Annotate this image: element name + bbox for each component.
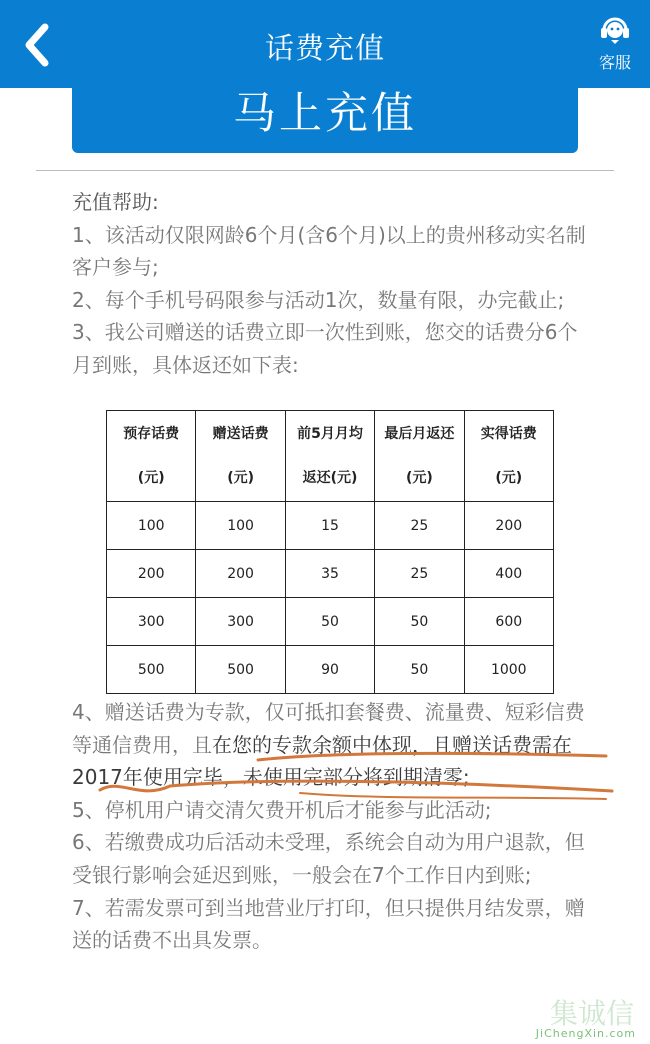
top-bar (0, 0, 650, 88)
table-cell: 500 (196, 646, 285, 694)
table-cell: 50 (375, 598, 464, 646)
table-row (107, 598, 554, 646)
refund-table (106, 410, 554, 694)
page-title: 话费充值 (264, 31, 385, 65)
table-cell: 25 (375, 550, 464, 598)
help-item-3: 3、我公司赠送的话费立即一次性到账，您交的话费分6个月到账，具体返还如下表: (72, 320, 578, 377)
header-prepaid: 预存话费 (元) (107, 411, 196, 502)
help-item-2: 2、每个手机号码限参与活动1次，数量有限，办完截止; (72, 287, 565, 312)
header-monthly-return: 前5月月均 返还(元) (285, 411, 374, 502)
table-header-row (107, 411, 554, 502)
table-cell: 35 (285, 550, 374, 598)
table-cell: 25 (375, 502, 464, 550)
help-item-4: 4、赠送话费为专款，仅可抵扣套餐费、流量费、短彩信费等通信费用，且在您的专款余额中体现，且赠送话费需在2017年使用完毕，未使用完部分将到期清零; (72, 700, 585, 790)
table-row (107, 646, 554, 694)
help-section-continued (72, 696, 592, 957)
customer-service-button[interactable] (590, 14, 640, 74)
table-cell: 300 (107, 598, 196, 646)
table-cell: 200 (464, 502, 553, 550)
table-cell: 500 (107, 646, 196, 694)
table-cell: 100 (107, 502, 196, 550)
headset-icon (599, 14, 631, 44)
watermark-logo (524, 988, 644, 1044)
recharge-now-button[interactable]: 马上充值 (72, 88, 578, 153)
table-cell: 90 (285, 646, 374, 694)
header-bonus: 赠送话费 (元) (196, 411, 285, 502)
header-last-month-return: 最后月返还 (元) (375, 411, 464, 502)
help-item-1: 1、该活动仅限网龄6个月(含6个月)以上的贵州移动实名制客户参与; (72, 222, 586, 280)
table-cell: 200 (107, 550, 196, 598)
header-total: 实得话费 (元) (464, 411, 553, 502)
help-item-6: 6、若缴费成功后活动未受理，系统会自动为用户退款，但受银行影响会延迟到账，一般会在7个工作日内到账; (72, 830, 585, 887)
table-cell: 1000 (464, 646, 553, 694)
table-cell: 100 (196, 502, 285, 550)
table-cell: 200 (196, 550, 285, 598)
help-section (72, 186, 592, 382)
table-cell: 50 (375, 646, 464, 694)
table-row (107, 502, 554, 550)
table-cell: 400 (464, 550, 553, 598)
watermark-domain: JiChengXin.com (535, 1027, 636, 1040)
help-title: 充值帮助: (72, 190, 159, 214)
table-cell: 300 (196, 598, 285, 646)
table-row (107, 550, 554, 598)
watermark-chars: 集诚信 (549, 997, 634, 1030)
customer-service-label: 客服 (598, 53, 631, 72)
table-cell: 600 (464, 598, 553, 646)
help-item-7: 7、若需发票可到当地营业厅打印，但只提供月结发票，赠送的话费不出具发票。 (72, 895, 585, 953)
table-cell: 50 (285, 598, 374, 646)
help-item-5: 5、停机用户请交清欠费开机后才能参与此活动; (72, 797, 492, 822)
table-cell: 15 (285, 502, 374, 550)
divider (36, 170, 614, 171)
